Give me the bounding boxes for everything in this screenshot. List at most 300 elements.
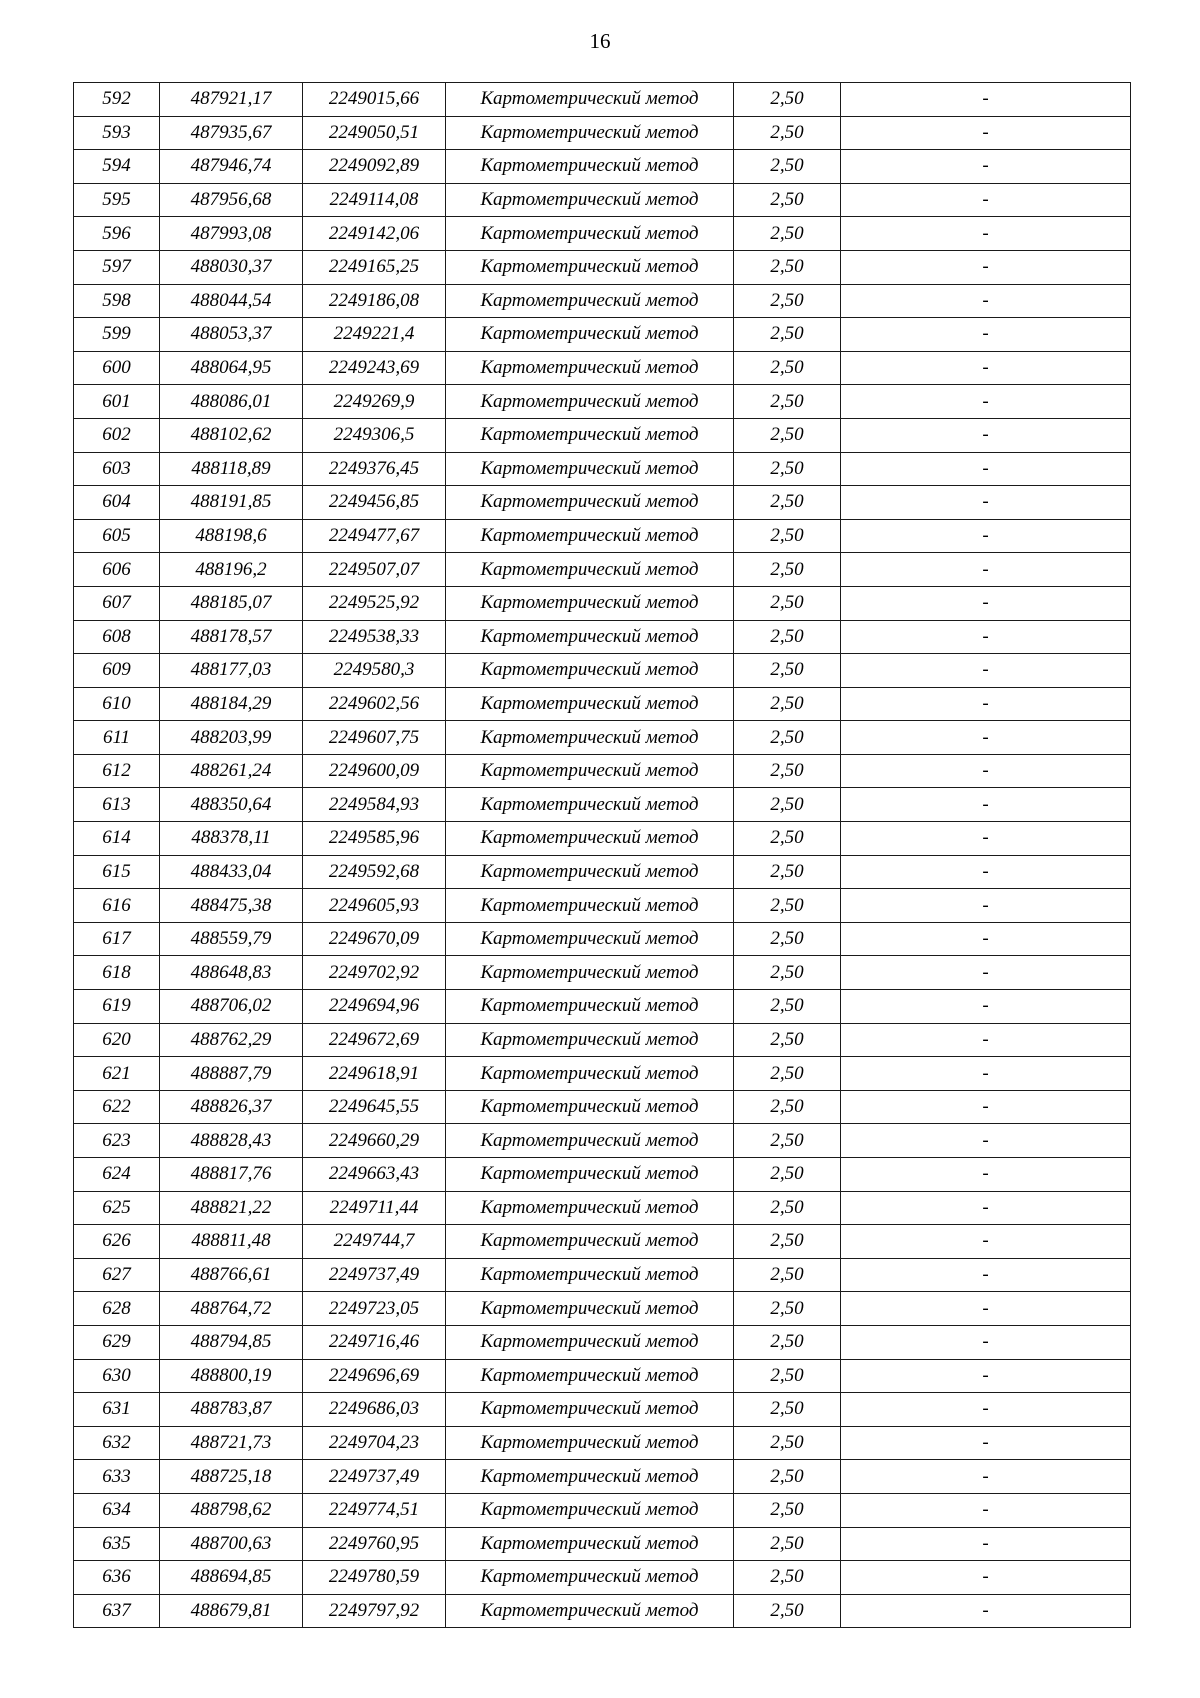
y-coordinate-cell: 2249592,68 xyxy=(303,855,446,889)
accuracy-cell: 2,50 xyxy=(734,183,841,217)
point-number-cell: 607 xyxy=(74,586,160,620)
point-number-cell: 623 xyxy=(74,1124,160,1158)
method-cell: Картометрический метод xyxy=(446,586,734,620)
table-row xyxy=(74,1090,1131,1124)
method-cell: Картометрический метод xyxy=(446,553,734,587)
y-coordinate-cell: 2249221,4 xyxy=(303,318,446,352)
x-coordinate-cell: 488191,85 xyxy=(160,486,303,520)
point-number-cell: 597 xyxy=(74,250,160,284)
point-number-cell: 635 xyxy=(74,1527,160,1561)
note-cell: - xyxy=(841,956,1131,990)
method-cell: Картометрический метод xyxy=(446,1292,734,1326)
table-row xyxy=(74,889,1131,923)
note-cell: - xyxy=(841,1561,1131,1595)
x-coordinate-cell: 488798,62 xyxy=(160,1493,303,1527)
accuracy-cell: 2,50 xyxy=(734,586,841,620)
accuracy-cell: 2,50 xyxy=(734,418,841,452)
x-coordinate-cell: 488086,01 xyxy=(160,385,303,419)
y-coordinate-cell: 2249716,46 xyxy=(303,1325,446,1359)
accuracy-cell: 2,50 xyxy=(734,116,841,150)
point-number-cell: 619 xyxy=(74,990,160,1024)
method-cell: Картометрический метод xyxy=(446,990,734,1024)
note-cell: - xyxy=(841,183,1131,217)
method-cell: Картометрический метод xyxy=(446,486,734,520)
x-coordinate-cell: 488433,04 xyxy=(160,855,303,889)
method-cell: Картометрический метод xyxy=(446,855,734,889)
note-cell: - xyxy=(841,855,1131,889)
table-row xyxy=(74,620,1131,654)
accuracy-cell: 2,50 xyxy=(734,1426,841,1460)
accuracy-cell: 2,50 xyxy=(734,654,841,688)
table-row xyxy=(74,1225,1131,1259)
accuracy-cell: 2,50 xyxy=(734,284,841,318)
note-cell: - xyxy=(841,250,1131,284)
accuracy-cell: 2,50 xyxy=(734,452,841,486)
y-coordinate-cell: 2249456,85 xyxy=(303,486,446,520)
point-number-cell: 592 xyxy=(74,83,160,117)
point-number-cell: 624 xyxy=(74,1158,160,1192)
x-coordinate-cell: 488102,62 xyxy=(160,418,303,452)
x-coordinate-cell: 488762,29 xyxy=(160,1023,303,1057)
table-row xyxy=(74,822,1131,856)
accuracy-cell: 2,50 xyxy=(734,1292,841,1326)
point-number-cell: 610 xyxy=(74,687,160,721)
point-number-cell: 598 xyxy=(74,284,160,318)
y-coordinate-cell: 2249585,96 xyxy=(303,822,446,856)
point-number-cell: 625 xyxy=(74,1191,160,1225)
accuracy-cell: 2,50 xyxy=(734,721,841,755)
table-row xyxy=(74,990,1131,1024)
note-cell: - xyxy=(841,1426,1131,1460)
table-row xyxy=(74,519,1131,553)
accuracy-cell: 2,50 xyxy=(734,553,841,587)
table-row xyxy=(74,922,1131,956)
point-number-cell: 630 xyxy=(74,1359,160,1393)
x-coordinate-cell: 488648,83 xyxy=(160,956,303,990)
table-row xyxy=(74,116,1131,150)
point-number-cell: 633 xyxy=(74,1460,160,1494)
table-row xyxy=(74,418,1131,452)
accuracy-cell: 2,50 xyxy=(734,990,841,1024)
x-coordinate-cell: 488725,18 xyxy=(160,1460,303,1494)
table-row xyxy=(74,1158,1131,1192)
note-cell: - xyxy=(841,351,1131,385)
x-coordinate-cell: 488184,29 xyxy=(160,687,303,721)
method-cell: Картометрический метод xyxy=(446,1493,734,1527)
accuracy-cell: 2,50 xyxy=(734,1527,841,1561)
method-cell: Картометрический метод xyxy=(446,620,734,654)
accuracy-cell: 2,50 xyxy=(734,1023,841,1057)
table-row xyxy=(74,183,1131,217)
x-coordinate-cell: 487956,68 xyxy=(160,183,303,217)
accuracy-cell: 2,50 xyxy=(734,1124,841,1158)
point-number-cell: 632 xyxy=(74,1426,160,1460)
method-cell: Картометрический метод xyxy=(446,1158,734,1192)
x-coordinate-cell: 488475,38 xyxy=(160,889,303,923)
method-cell: Картометрический метод xyxy=(446,250,734,284)
method-cell: Картометрический метод xyxy=(446,754,734,788)
note-cell: - xyxy=(841,418,1131,452)
note-cell: - xyxy=(841,1292,1131,1326)
note-cell: - xyxy=(841,553,1131,587)
y-coordinate-cell: 2249507,07 xyxy=(303,553,446,587)
y-coordinate-cell: 2249186,08 xyxy=(303,284,446,318)
x-coordinate-cell: 488178,57 xyxy=(160,620,303,654)
table-row xyxy=(74,1359,1131,1393)
y-coordinate-cell: 2249672,69 xyxy=(303,1023,446,1057)
table-row xyxy=(74,654,1131,688)
y-coordinate-cell: 2249015,66 xyxy=(303,83,446,117)
accuracy-cell: 2,50 xyxy=(734,1460,841,1494)
x-coordinate-cell: 488064,95 xyxy=(160,351,303,385)
method-cell: Картометрический метод xyxy=(446,1561,734,1595)
point-number-cell: 604 xyxy=(74,486,160,520)
y-coordinate-cell: 2249660,29 xyxy=(303,1124,446,1158)
accuracy-cell: 2,50 xyxy=(734,822,841,856)
coordinates-table-body xyxy=(74,83,1131,1628)
y-coordinate-cell: 2249744,7 xyxy=(303,1225,446,1259)
table-row xyxy=(74,1426,1131,1460)
table-row xyxy=(74,1460,1131,1494)
accuracy-cell: 2,50 xyxy=(734,855,841,889)
method-cell: Картометрический метод xyxy=(446,721,734,755)
page-number: 16 xyxy=(589,29,611,53)
y-coordinate-cell: 2249306,5 xyxy=(303,418,446,452)
y-coordinate-cell: 2249538,33 xyxy=(303,620,446,654)
note-cell: - xyxy=(841,1359,1131,1393)
table-row xyxy=(74,284,1131,318)
x-coordinate-cell: 488794,85 xyxy=(160,1325,303,1359)
method-cell: Картометрический метод xyxy=(446,217,734,251)
point-number-cell: 620 xyxy=(74,1023,160,1057)
method-cell: Картометрический метод xyxy=(446,150,734,184)
y-coordinate-cell: 2249092,89 xyxy=(303,150,446,184)
accuracy-cell: 2,50 xyxy=(734,1258,841,1292)
y-coordinate-cell: 2249760,95 xyxy=(303,1527,446,1561)
note-cell: - xyxy=(841,284,1131,318)
method-cell: Картометрический метод xyxy=(446,1527,734,1561)
point-number-cell: 634 xyxy=(74,1493,160,1527)
x-coordinate-cell: 487993,08 xyxy=(160,217,303,251)
point-number-cell: 599 xyxy=(74,318,160,352)
note-cell: - xyxy=(841,452,1131,486)
table-row xyxy=(74,1561,1131,1595)
accuracy-cell: 2,50 xyxy=(734,150,841,184)
note-cell: - xyxy=(841,1393,1131,1427)
table-row xyxy=(74,788,1131,822)
x-coordinate-cell: 487935,67 xyxy=(160,116,303,150)
accuracy-cell: 2,50 xyxy=(734,1158,841,1192)
note-cell: - xyxy=(841,721,1131,755)
table-row xyxy=(74,553,1131,587)
table-row xyxy=(74,721,1131,755)
x-coordinate-cell: 488261,24 xyxy=(160,754,303,788)
point-number-cell: 637 xyxy=(74,1594,160,1628)
method-cell: Картометрический метод xyxy=(446,822,734,856)
table-row xyxy=(74,150,1131,184)
x-coordinate-cell: 488826,37 xyxy=(160,1090,303,1124)
y-coordinate-cell: 2249702,92 xyxy=(303,956,446,990)
x-coordinate-cell: 488177,03 xyxy=(160,654,303,688)
x-coordinate-cell: 487946,74 xyxy=(160,150,303,184)
note-cell: - xyxy=(841,1158,1131,1192)
method-cell: Картометрический метод xyxy=(446,1090,734,1124)
x-coordinate-cell: 488828,43 xyxy=(160,1124,303,1158)
y-coordinate-cell: 2249525,92 xyxy=(303,586,446,620)
method-cell: Картометрический метод xyxy=(446,351,734,385)
y-coordinate-cell: 2249243,69 xyxy=(303,351,446,385)
y-coordinate-cell: 2249780,59 xyxy=(303,1561,446,1595)
accuracy-cell: 2,50 xyxy=(734,687,841,721)
point-number-cell: 600 xyxy=(74,351,160,385)
y-coordinate-cell: 2249580,3 xyxy=(303,654,446,688)
point-number-cell: 605 xyxy=(74,519,160,553)
point-number-cell: 593 xyxy=(74,116,160,150)
method-cell: Картометрический метод xyxy=(446,452,734,486)
method-cell: Картометрический метод xyxy=(446,1191,734,1225)
table-row xyxy=(74,351,1131,385)
x-coordinate-cell: 488030,37 xyxy=(160,250,303,284)
y-coordinate-cell: 2249602,56 xyxy=(303,687,446,721)
y-coordinate-cell: 2249269,9 xyxy=(303,385,446,419)
note-cell: - xyxy=(841,922,1131,956)
y-coordinate-cell: 2249600,09 xyxy=(303,754,446,788)
accuracy-cell: 2,50 xyxy=(734,1057,841,1091)
note-cell: - xyxy=(841,486,1131,520)
y-coordinate-cell: 2249774,51 xyxy=(303,1493,446,1527)
y-coordinate-cell: 2249618,91 xyxy=(303,1057,446,1091)
note-cell: - xyxy=(841,318,1131,352)
y-coordinate-cell: 2249142,06 xyxy=(303,217,446,251)
point-number-cell: 606 xyxy=(74,553,160,587)
note-cell: - xyxy=(841,1493,1131,1527)
point-number-cell: 602 xyxy=(74,418,160,452)
table-row xyxy=(74,1191,1131,1225)
x-coordinate-cell: 488817,76 xyxy=(160,1158,303,1192)
point-number-cell: 614 xyxy=(74,822,160,856)
point-number-cell: 616 xyxy=(74,889,160,923)
note-cell: - xyxy=(841,1090,1131,1124)
note-cell: - xyxy=(841,1527,1131,1561)
y-coordinate-cell: 2249114,08 xyxy=(303,183,446,217)
table-row xyxy=(74,1258,1131,1292)
point-number-cell: 613 xyxy=(74,788,160,822)
accuracy-cell: 2,50 xyxy=(734,217,841,251)
accuracy-cell: 2,50 xyxy=(734,1493,841,1527)
method-cell: Картометрический метод xyxy=(446,1325,734,1359)
point-number-cell: 629 xyxy=(74,1325,160,1359)
y-coordinate-cell: 2249711,44 xyxy=(303,1191,446,1225)
accuracy-cell: 2,50 xyxy=(734,1561,841,1595)
accuracy-cell: 2,50 xyxy=(734,889,841,923)
x-coordinate-cell: 488118,89 xyxy=(160,452,303,486)
y-coordinate-cell: 2249737,49 xyxy=(303,1258,446,1292)
x-coordinate-cell: 488196,2 xyxy=(160,553,303,587)
table-row xyxy=(74,1292,1131,1326)
point-number-cell: 594 xyxy=(74,150,160,184)
note-cell: - xyxy=(841,1191,1131,1225)
accuracy-cell: 2,50 xyxy=(734,620,841,654)
y-coordinate-cell: 2249696,69 xyxy=(303,1359,446,1393)
accuracy-cell: 2,50 xyxy=(734,788,841,822)
x-coordinate-cell: 488350,64 xyxy=(160,788,303,822)
y-coordinate-cell: 2249670,09 xyxy=(303,922,446,956)
accuracy-cell: 2,50 xyxy=(734,385,841,419)
method-cell: Картометрический метод xyxy=(446,889,734,923)
method-cell: Картометрический метод xyxy=(446,1594,734,1628)
point-number-cell: 621 xyxy=(74,1057,160,1091)
x-coordinate-cell: 488887,79 xyxy=(160,1057,303,1091)
note-cell: - xyxy=(841,990,1131,1024)
method-cell: Картометрический метод xyxy=(446,318,734,352)
table-row xyxy=(74,1393,1131,1427)
point-number-cell: 618 xyxy=(74,956,160,990)
x-coordinate-cell: 488721,73 xyxy=(160,1426,303,1460)
accuracy-cell: 2,50 xyxy=(734,1225,841,1259)
method-cell: Картометрический метод xyxy=(446,385,734,419)
y-coordinate-cell: 2249645,55 xyxy=(303,1090,446,1124)
table-row xyxy=(74,385,1131,419)
note-cell: - xyxy=(841,1057,1131,1091)
y-coordinate-cell: 2249050,51 xyxy=(303,116,446,150)
table-row xyxy=(74,217,1131,251)
note-cell: - xyxy=(841,519,1131,553)
y-coordinate-cell: 2249165,25 xyxy=(303,250,446,284)
accuracy-cell: 2,50 xyxy=(734,1090,841,1124)
accuracy-cell: 2,50 xyxy=(734,956,841,990)
x-coordinate-cell: 488378,11 xyxy=(160,822,303,856)
note-cell: - xyxy=(841,385,1131,419)
table-row xyxy=(74,754,1131,788)
accuracy-cell: 2,50 xyxy=(734,83,841,117)
point-number-cell: 596 xyxy=(74,217,160,251)
method-cell: Картометрический метод xyxy=(446,1023,734,1057)
table-row xyxy=(74,855,1131,889)
point-number-cell: 611 xyxy=(74,721,160,755)
point-number-cell: 615 xyxy=(74,855,160,889)
table-row xyxy=(74,1124,1131,1158)
accuracy-cell: 2,50 xyxy=(734,1359,841,1393)
x-coordinate-cell: 488783,87 xyxy=(160,1393,303,1427)
note-cell: - xyxy=(841,788,1131,822)
note-cell: - xyxy=(841,1258,1131,1292)
note-cell: - xyxy=(841,687,1131,721)
y-coordinate-cell: 2249376,45 xyxy=(303,452,446,486)
table-row xyxy=(74,1023,1131,1057)
y-coordinate-cell: 2249686,03 xyxy=(303,1393,446,1427)
x-coordinate-cell: 488203,99 xyxy=(160,721,303,755)
point-number-cell: 612 xyxy=(74,754,160,788)
table-row xyxy=(74,1325,1131,1359)
method-cell: Картометрический метод xyxy=(446,519,734,553)
point-number-cell: 603 xyxy=(74,452,160,486)
y-coordinate-cell: 2249797,92 xyxy=(303,1594,446,1628)
method-cell: Картометрический метод xyxy=(446,1057,734,1091)
table-row xyxy=(74,1527,1131,1561)
note-cell: - xyxy=(841,1325,1131,1359)
x-coordinate-cell: 488053,37 xyxy=(160,318,303,352)
point-number-cell: 608 xyxy=(74,620,160,654)
x-coordinate-cell: 488800,19 xyxy=(160,1359,303,1393)
method-cell: Картометрический метод xyxy=(446,418,734,452)
accuracy-cell: 2,50 xyxy=(734,1191,841,1225)
accuracy-cell: 2,50 xyxy=(734,1393,841,1427)
x-coordinate-cell: 488821,22 xyxy=(160,1191,303,1225)
method-cell: Картометрический метод xyxy=(446,1225,734,1259)
method-cell: Картометрический метод xyxy=(446,1258,734,1292)
method-cell: Картометрический метод xyxy=(446,1359,734,1393)
x-coordinate-cell: 488679,81 xyxy=(160,1594,303,1628)
accuracy-cell: 2,50 xyxy=(734,754,841,788)
method-cell: Картометрический метод xyxy=(446,116,734,150)
x-coordinate-cell: 488044,54 xyxy=(160,284,303,318)
table-row xyxy=(74,83,1131,117)
accuracy-cell: 2,50 xyxy=(734,250,841,284)
x-coordinate-cell: 488706,02 xyxy=(160,990,303,1024)
accuracy-cell: 2,50 xyxy=(734,1594,841,1628)
method-cell: Картометрический метод xyxy=(446,654,734,688)
x-coordinate-cell: 488764,72 xyxy=(160,1292,303,1326)
x-coordinate-cell: 487921,17 xyxy=(160,83,303,117)
method-cell: Картометрический метод xyxy=(446,956,734,990)
accuracy-cell: 2,50 xyxy=(734,486,841,520)
method-cell: Картометрический метод xyxy=(446,922,734,956)
method-cell: Картометрический метод xyxy=(446,1124,734,1158)
method-cell: Картометрический метод xyxy=(446,284,734,318)
note-cell: - xyxy=(841,822,1131,856)
point-number-cell: 626 xyxy=(74,1225,160,1259)
note-cell: - xyxy=(841,754,1131,788)
point-number-cell: 617 xyxy=(74,922,160,956)
x-coordinate-cell: 488185,07 xyxy=(160,586,303,620)
table-row xyxy=(74,1594,1131,1628)
point-number-cell: 636 xyxy=(74,1561,160,1595)
x-coordinate-cell: 488198,6 xyxy=(160,519,303,553)
x-coordinate-cell: 488559,79 xyxy=(160,922,303,956)
note-cell: - xyxy=(841,1124,1131,1158)
method-cell: Картометрический метод xyxy=(446,83,734,117)
note-cell: - xyxy=(841,217,1131,251)
accuracy-cell: 2,50 xyxy=(734,922,841,956)
table-row xyxy=(74,1057,1131,1091)
note-cell: - xyxy=(841,1594,1131,1628)
note-cell: - xyxy=(841,116,1131,150)
method-cell: Картометрический метод xyxy=(446,183,734,217)
note-cell: - xyxy=(841,1460,1131,1494)
note-cell: - xyxy=(841,83,1131,117)
y-coordinate-cell: 2249607,75 xyxy=(303,721,446,755)
method-cell: Картометрический метод xyxy=(446,1393,734,1427)
table-row xyxy=(74,956,1131,990)
x-coordinate-cell: 488766,61 xyxy=(160,1258,303,1292)
x-coordinate-cell: 488811,48 xyxy=(160,1225,303,1259)
point-number-cell: 595 xyxy=(74,183,160,217)
accuracy-cell: 2,50 xyxy=(734,318,841,352)
note-cell: - xyxy=(841,1225,1131,1259)
method-cell: Картометрический метод xyxy=(446,788,734,822)
point-number-cell: 622 xyxy=(74,1090,160,1124)
table-row xyxy=(74,586,1131,620)
accuracy-cell: 2,50 xyxy=(734,1325,841,1359)
note-cell: - xyxy=(841,889,1131,923)
y-coordinate-cell: 2249584,93 xyxy=(303,788,446,822)
method-cell: Картометрический метод xyxy=(446,1426,734,1460)
y-coordinate-cell: 2249737,49 xyxy=(303,1460,446,1494)
y-coordinate-cell: 2249477,67 xyxy=(303,519,446,553)
table-row xyxy=(74,486,1131,520)
note-cell: - xyxy=(841,150,1131,184)
note-cell: - xyxy=(841,654,1131,688)
